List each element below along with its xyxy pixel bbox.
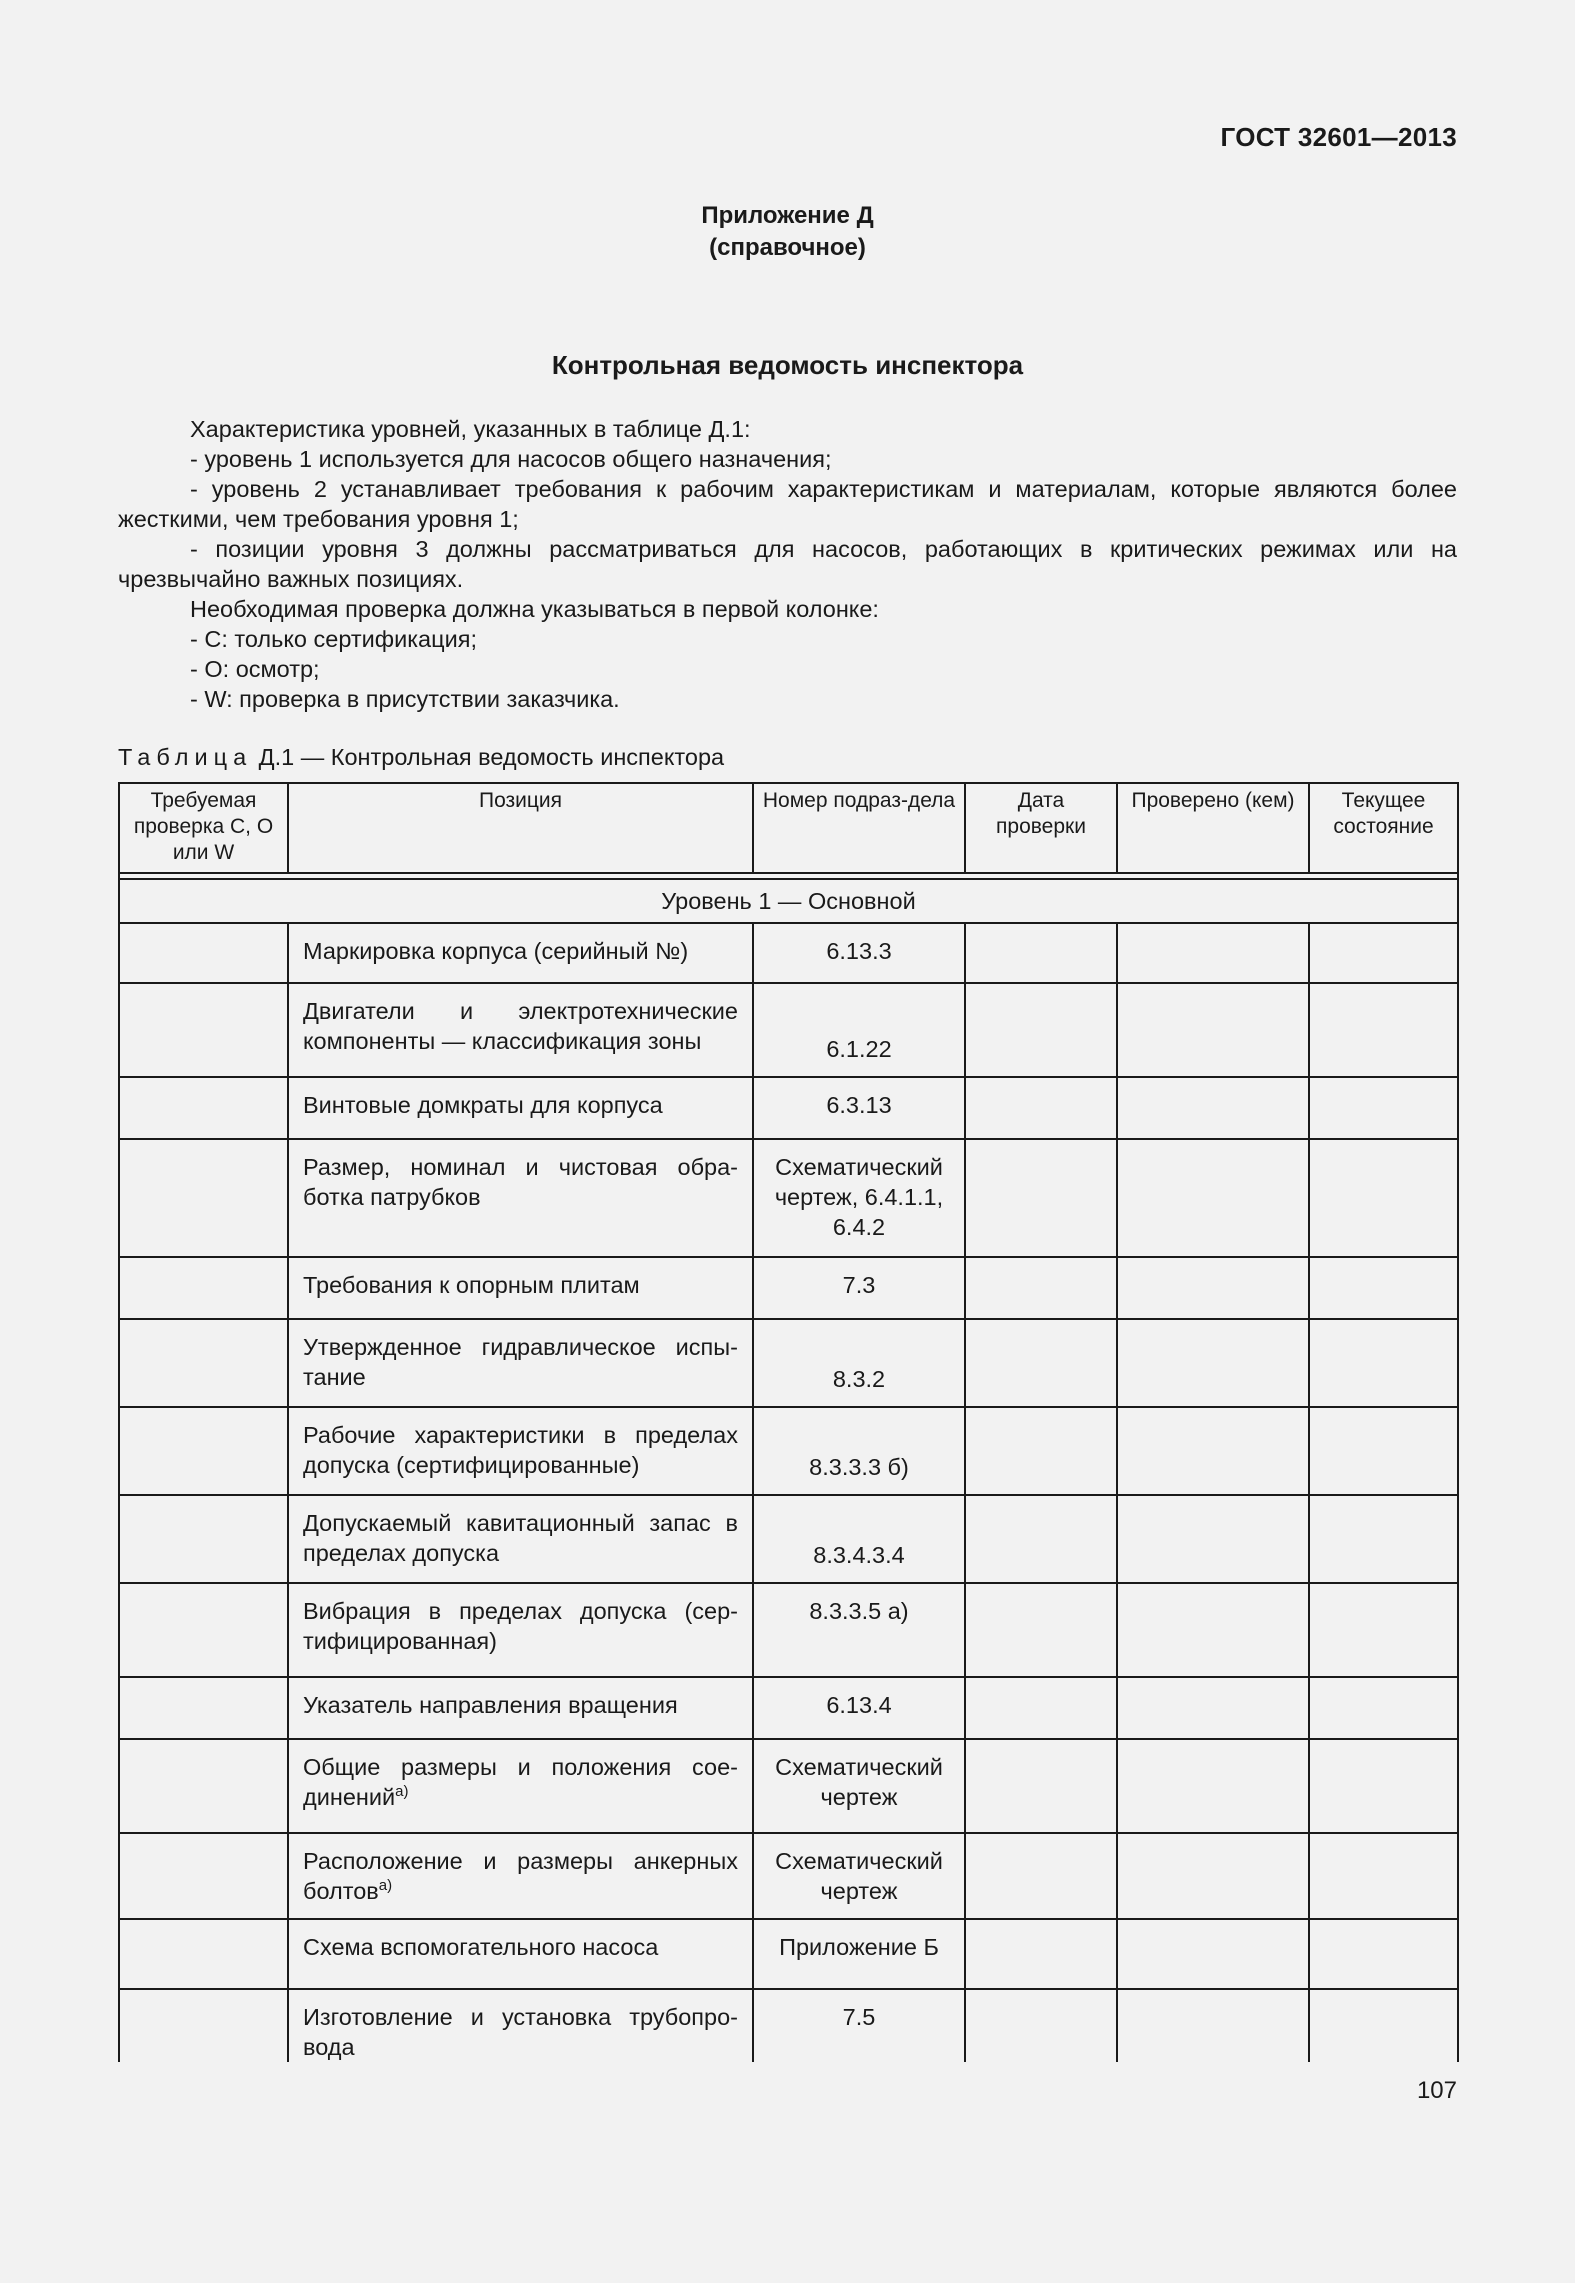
position-cell: Изготовление и установка трубопро-вода — [288, 1989, 753, 2062]
check-cell — [119, 1407, 288, 1495]
header-subsection: Номер подраз-дела — [753, 783, 965, 873]
header-status: Текущее состояние — [1309, 783, 1458, 873]
checked-by-cell — [1117, 1319, 1309, 1407]
position-cell: Требования к опорным плитам — [288, 1257, 753, 1319]
header-check-type: Требуемая проверка С, О или W — [119, 783, 288, 873]
check-cell — [119, 1583, 288, 1677]
subsection-cell: Схематический чертеж, 6.4.1.1, 6.4.2 — [753, 1139, 965, 1257]
date-cell — [965, 1139, 1117, 1257]
table-row — [119, 1739, 1458, 1833]
check-cell — [119, 1495, 288, 1583]
subsection-cell: Схематический чертеж — [753, 1739, 965, 1833]
date-cell — [965, 1077, 1117, 1139]
table-row — [119, 1919, 1458, 1989]
check-cell — [119, 1319, 288, 1407]
checked-by-cell — [1117, 1077, 1309, 1139]
check-cell — [119, 923, 288, 983]
intro-paragraph: Характеристика уровней, указанных в таблице Д.1: — [190, 416, 751, 442]
table-row — [119, 1989, 1458, 2062]
intro-paragraph: - позиции уровня 3 должны рассматриваться для насосов, работающих в критических режимах или на чрезвычайно важных позициях. — [118, 536, 1457, 592]
status-cell — [1309, 1257, 1458, 1319]
footnote-mark: а) — [378, 1877, 393, 1895]
table-row — [119, 1833, 1458, 1919]
subsection-cell: 8.3.2 — [753, 1319, 965, 1407]
check-cell — [119, 1919, 288, 1989]
position-cell: Маркировка корпуса (серийный №) — [288, 923, 753, 983]
table-caption-label: Таблица — [118, 744, 253, 770]
intro-paragraph: - W: проверка в присутствии заказчика. — [190, 686, 620, 712]
intro-paragraph: Необходимая проверка должна указываться в первой колонке: — [190, 596, 879, 622]
checked-by-cell — [1117, 983, 1309, 1077]
check-cell — [119, 1989, 288, 2062]
status-cell — [1309, 1919, 1458, 1989]
table-caption-text: Д.1 — Контрольная ведомость инспектора — [252, 744, 725, 770]
check-cell — [119, 1257, 288, 1319]
checked-by-cell — [1117, 1739, 1309, 1833]
subsection-cell: 6.3.13 — [753, 1077, 965, 1139]
status-cell — [1309, 1989, 1458, 2062]
intro-paragraph: - О: осмотр; — [190, 656, 320, 682]
level-row — [119, 879, 1458, 923]
status-cell — [1309, 1139, 1458, 1257]
table-row — [119, 1677, 1458, 1739]
status-cell — [1309, 1677, 1458, 1739]
status-cell — [1309, 1407, 1458, 1495]
check-cell — [119, 1739, 288, 1833]
checked-by-cell — [1117, 1989, 1309, 2062]
annex-title: Приложение Д — [701, 202, 874, 229]
checked-by-cell — [1117, 1407, 1309, 1495]
date-cell — [965, 1677, 1117, 1739]
position-cell — [288, 1739, 753, 1833]
date-cell — [965, 1833, 1117, 1919]
check-cell — [119, 983, 288, 1077]
position-cell: Вибрация в пределах допуска (сер-тифицированная) — [288, 1583, 753, 1677]
intro-text — [118, 414, 1457, 714]
header-position: Позиция — [288, 783, 753, 873]
header-checked-by: Проверено (кем) — [1117, 783, 1309, 873]
status-cell — [1309, 1583, 1458, 1677]
status-cell — [1309, 1077, 1458, 1139]
check-cell — [119, 1833, 288, 1919]
status-cell — [1309, 923, 1458, 983]
standard-number: ГОСТ 32601—2013 — [1220, 122, 1457, 152]
subsection-cell: 7.3 — [753, 1257, 965, 1319]
date-cell — [965, 1495, 1117, 1583]
header-date: Дата проверки — [965, 783, 1117, 873]
check-cell — [119, 1677, 288, 1739]
subsection-cell: 8.3.3.5 а) — [753, 1583, 965, 1677]
position-cell: Винтовые домкраты для корпуса — [288, 1077, 753, 1139]
annex-type: (справочное) — [709, 234, 866, 261]
position-cell — [288, 1833, 753, 1919]
subsection-cell: 6.13.3 — [753, 923, 965, 983]
subsection-cell: Приложение Б — [753, 1919, 965, 1989]
checked-by-cell — [1117, 1583, 1309, 1677]
status-cell — [1309, 1739, 1458, 1833]
position-cell: Допускаемый кавитационный запас в пределах допуска — [288, 1495, 753, 1583]
table-caption — [118, 744, 724, 771]
intro-paragraph: - уровень 1 используется для насосов общего назначения; — [190, 446, 832, 472]
date-cell — [965, 1407, 1117, 1495]
table-row — [119, 1257, 1458, 1319]
checked-by-cell — [1117, 1495, 1309, 1583]
check-cell — [119, 1139, 288, 1257]
date-cell — [965, 1919, 1117, 1989]
subsection-cell: 8.3.3.3 б) — [753, 1407, 965, 1495]
date-cell — [965, 1583, 1117, 1677]
table-row — [119, 1407, 1458, 1495]
table-row — [119, 1319, 1458, 1407]
subsection-cell: 6.13.4 — [753, 1677, 965, 1739]
status-cell — [1309, 1319, 1458, 1407]
table-row — [119, 923, 1458, 983]
date-cell — [965, 1739, 1117, 1833]
checked-by-cell — [1117, 923, 1309, 983]
position-cell: Двигатели и электротехнические компоненты — классификация зоны — [288, 983, 753, 1077]
footnote-mark: а) — [395, 1783, 409, 1801]
position-cell: Схема вспомогательного насоса — [288, 1919, 753, 1989]
checked-by-cell — [1117, 1919, 1309, 1989]
status-cell — [1309, 983, 1458, 1077]
checked-by-cell — [1117, 1833, 1309, 1919]
position-text: Общие размеры и положения сое-динений — [303, 1754, 738, 1810]
intro-paragraph: - С: только сертификация; — [190, 626, 477, 652]
intro-paragraph: - уровень 2 устанавливает требования к рабочим характеристикам и материалам, которые являются более жесткими, чем требования уровня 1; — [118, 476, 1457, 532]
page-number: 107 — [1416, 2077, 1457, 2104]
position-cell: Размер, номинал и чистовая обра-ботка патрубков — [288, 1139, 753, 1257]
annex-heading — [0, 200, 1575, 264]
date-cell — [965, 1989, 1117, 2062]
status-cell — [1309, 1495, 1458, 1583]
subsection-cell: 7.5 — [753, 1989, 965, 2062]
table-header-row — [119, 783, 1458, 873]
position-text: Расположение и размеры анкерных болтов — [303, 1848, 738, 1904]
table-row — [119, 1583, 1458, 1677]
inspection-table — [118, 782, 1459, 2062]
position-cell: Указатель направления вращения — [288, 1677, 753, 1739]
check-cell — [119, 1077, 288, 1139]
level-label: Уровень 1 — Основной — [119, 879, 1458, 923]
table-row — [119, 1077, 1458, 1139]
checked-by-cell — [1117, 1257, 1309, 1319]
position-cell: Утвержденное гидравлическое испы-тание — [288, 1319, 753, 1407]
position-cell: Рабочие характеристики в пределах допуска (сертифицированные) — [288, 1407, 753, 1495]
document-title: Контрольная ведомость инспектора — [551, 350, 1024, 380]
table-row — [119, 1139, 1458, 1257]
table-row — [119, 983, 1458, 1077]
subsection-cell: 8.3.4.3.4 — [753, 1495, 965, 1583]
subsection-cell: Схематический чертеж — [753, 1833, 965, 1919]
date-cell — [965, 1319, 1117, 1407]
date-cell — [965, 923, 1117, 983]
subsection-cell: 6.1.22 — [753, 983, 965, 1077]
checked-by-cell — [1117, 1677, 1309, 1739]
checked-by-cell — [1117, 1139, 1309, 1257]
date-cell — [965, 983, 1117, 1077]
date-cell — [965, 1257, 1117, 1319]
table-row — [119, 1495, 1458, 1583]
status-cell — [1309, 1833, 1458, 1919]
